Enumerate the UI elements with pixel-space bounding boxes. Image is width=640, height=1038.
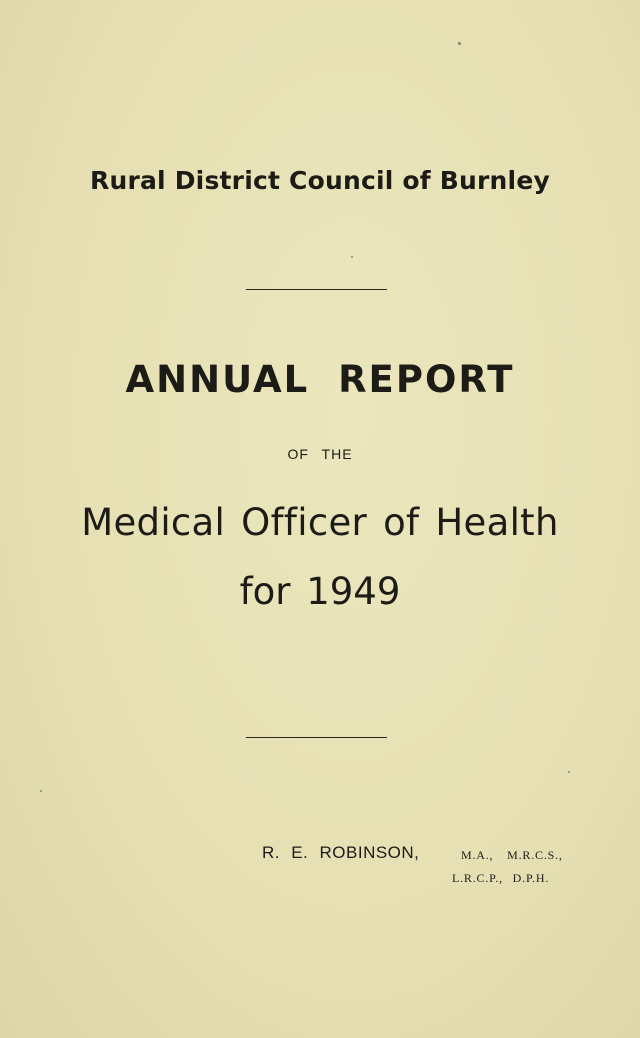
paper-speck [458,42,461,45]
author-qualifications-line2: L.R.C.P., D.P.H. [452,871,550,885]
report-year: for 1949 [239,570,401,613]
paper-speck [40,790,42,792]
bottom-divider [246,737,387,738]
author-name: R. E. ROBINSON, [262,843,420,862]
report-title: ANNUAL REPORT [125,358,515,401]
connector-text: OF THE [287,446,353,462]
council-name: Rural District Council of Burnley [90,166,550,195]
paper-speck [351,256,353,258]
paper-speck [568,771,570,773]
author-qualifications-line1: M.A., M.R.C.S., [461,848,563,862]
top-divider [246,289,387,290]
officer-title: Medical Officer of Health [81,501,559,544]
